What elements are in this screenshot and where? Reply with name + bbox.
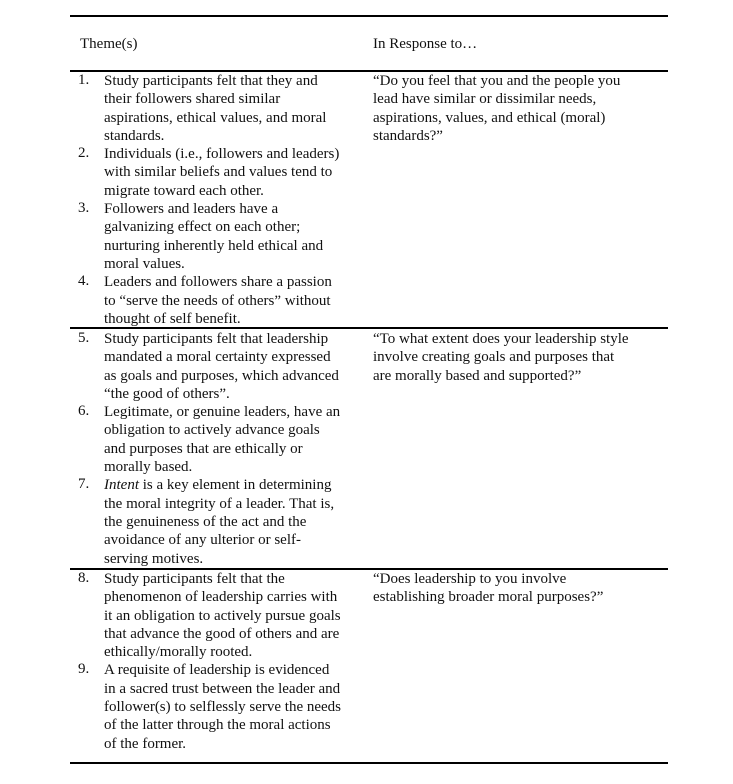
themes-cell xyxy=(70,570,370,753)
theme-line: “the good of others”. xyxy=(104,385,230,402)
theme-line: their followers shared similar xyxy=(104,91,281,108)
row-divider xyxy=(70,327,668,329)
response-line: standards?” xyxy=(373,127,443,144)
theme-line: ethically/morally rooted. xyxy=(104,644,253,661)
theme-line: Study participants felt that leadership xyxy=(104,331,329,347)
theme-number: 8. xyxy=(78,570,90,586)
themes-cell xyxy=(70,72,370,328)
theme-line: the moral integrity of a leader. That is, xyxy=(104,495,335,512)
response-line: “To what extent does your leadership style xyxy=(373,331,629,347)
theme-line: with similar beliefs and values tend to xyxy=(104,164,333,181)
theme-number: 2. xyxy=(78,145,90,162)
response-line: “Does leadership to you involve xyxy=(373,571,567,587)
theme-line: A requisite of leadership is evidenced xyxy=(104,662,330,679)
theme-item xyxy=(70,661,370,752)
theme-line: Followers and leaders have a xyxy=(104,201,279,218)
response-cell xyxy=(373,72,663,145)
theme-line: serving motives. xyxy=(104,550,204,567)
theme-line: in a sacred trust between the leader and xyxy=(104,680,341,697)
theme-line: migrate toward each other. xyxy=(104,182,264,199)
theme-number: 5. xyxy=(78,330,90,346)
header-in-response-to: In Response to… xyxy=(373,36,478,52)
theme-item xyxy=(70,330,370,403)
table-top-rule xyxy=(70,15,668,17)
theme-number: 1. xyxy=(78,72,90,88)
theme-line: and purposes that are ethically or xyxy=(104,440,303,457)
theme-line: the genuineness of the act and the xyxy=(104,513,307,530)
response-line: establishing broader moral purposes?” xyxy=(373,589,604,606)
theme-number: 6. xyxy=(78,403,90,420)
theme-line: that advance the good of others and are xyxy=(104,625,340,642)
response-line: lead have similar or dissimilar needs, xyxy=(373,91,597,108)
header-themes: Theme(s) xyxy=(80,36,138,52)
theme-line: Study participants felt that the xyxy=(104,571,285,587)
theme-line: Legitimate, or genuine leaders, have an xyxy=(104,404,341,421)
theme-line: as goals and purposes, which advanced xyxy=(104,367,339,384)
theme-number: 4. xyxy=(78,273,90,290)
table-bottom-rule xyxy=(70,762,668,764)
theme-number: 9. xyxy=(78,661,90,678)
theme-line: of the former. xyxy=(104,735,187,752)
theme-line: moral values. xyxy=(104,255,185,272)
theme-line: mandated a moral certainty expressed xyxy=(104,349,331,366)
theme-italic-lead: Intent xyxy=(104,477,139,494)
theme-line: Study participants felt that they and xyxy=(104,73,318,89)
theme-line: nurturing inherently held ethical and xyxy=(104,237,324,254)
theme-line: follower(s) to selflessly serve the needs xyxy=(104,699,342,716)
theme-item xyxy=(70,273,370,328)
theme-line xyxy=(104,476,370,494)
themes-cell xyxy=(70,330,370,568)
theme-item xyxy=(70,570,370,661)
theme-text: is a key element in determining xyxy=(139,477,332,494)
theme-number: 3. xyxy=(78,200,90,217)
response-line: “Do you feel that you and the people you xyxy=(373,73,621,89)
theme-item xyxy=(70,476,370,567)
theme-item xyxy=(70,403,370,476)
theme-item xyxy=(70,72,370,145)
theme-line: galvanizing effect on each other; xyxy=(104,219,301,236)
response-cell xyxy=(373,330,663,385)
theme-line: it an obligation to actively pursue goals xyxy=(104,607,341,624)
theme-line: standards. xyxy=(104,127,165,144)
theme-line: Leaders and followers share a passion xyxy=(104,274,332,291)
theme-line: aspirations, ethical values, and moral xyxy=(104,109,327,126)
theme-line: thought of self benefit. xyxy=(104,310,241,327)
theme-line: to “serve the needs of others” without xyxy=(104,292,331,309)
response-line: are morally based and supported?” xyxy=(373,367,582,384)
theme-line: morally based. xyxy=(104,459,193,476)
theme-line: Individuals (i.e., followers and leaders) xyxy=(104,146,340,163)
theme-line: avoidance of any ulterior or self- xyxy=(104,532,301,549)
theme-number: 7. xyxy=(78,476,90,493)
theme-line: phenomenon of leadership carries with xyxy=(104,589,338,606)
response-line: involve creating goals and purposes that xyxy=(373,349,615,366)
theme-line: of the latter through the moral actions xyxy=(104,717,331,734)
response-line: aspirations, values, and ethical (moral) xyxy=(373,109,606,126)
theme-item xyxy=(70,145,370,200)
theme-line: obligation to actively advance goals xyxy=(104,422,320,439)
theme-item xyxy=(70,200,370,273)
response-cell xyxy=(373,570,663,607)
